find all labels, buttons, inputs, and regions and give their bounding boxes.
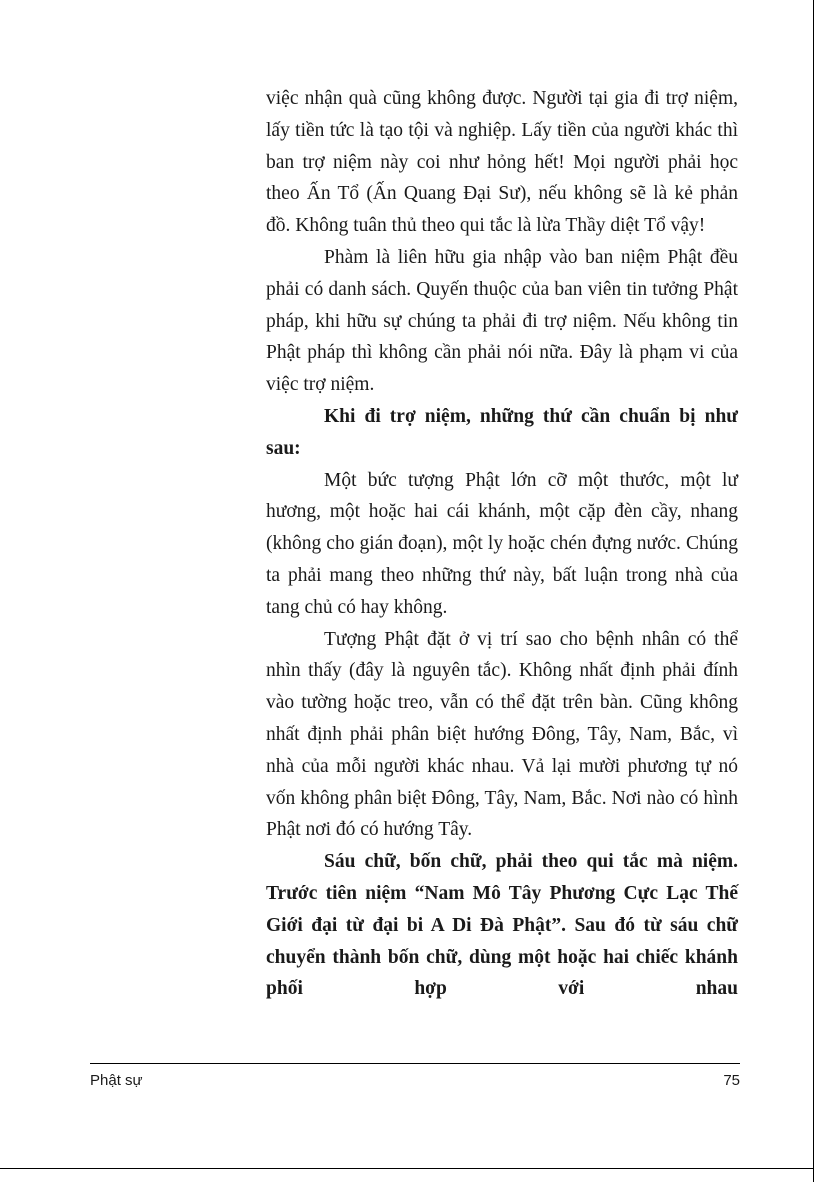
paragraph-continuation: việc nhận quà cũng không được. Người tại gia đi trợ niệm, lấy tiền tức là tạo tội và nghiệp. Lấy tiền của người khác thì ban trợ niệm này coi như hỏng hết! Mọi người phải học theo Ấn Tổ (Ấn Quang Đại Sư), nếu không sẽ là kẻ phản đồ. Không tuân thủ theo qui tắc là lừa Thầy diệt Tổ vậy!	[266, 88, 738, 237]
paragraph-heading-preparation: Khi đi trợ niệm, những thứ cần chuẩn bị như sau:	[266, 405, 738, 459]
paragraph-buddha-statue: Tượng Phật đặt ở vị trí sao cho bệnh nhân có thể nhìn thấy (đây là nguyên tắc). Không nhất định phải đính vào tường hoặc treo, vẫn có thể đặt trên bàn. Cũng không nhất định phải phân biệt hướng Đông, Tây, Nam, Bắc, vì nhà của mỗi người khác nhau. Vả lại mười phương tự nó vốn không phân biệt Đông, Tây, Nam, Bắc. Nơi nào có hình Phật nơi đó có hướng Tây.	[266, 628, 738, 841]
footer-page-number: 75	[723, 1072, 740, 1089]
paragraph-chanting-rule: Sáu chữ, bốn chữ, phải theo qui tắc mà niệm. Trước tiên niệm “Nam Mô Tây Phương Cực Lạc Thế Giới đại từ đại bi A Di Đà Phật”. Sau đó từ sáu chữ chuyển thành bốn chữ, dùng một hoặc hai chiếc khánh phối hợp với nhau	[266, 851, 738, 1000]
paragraph-items-list: Một bức tượng Phật lớn cỡ một thước, một lư hương, một hoặc hai cái khánh, một cặp đèn cầy, nhang (không cho gián đoạn), một ly hoặc chén đựng nước. Chúng ta phải mang theo những thứ này, bất luận trong nhà của tang chủ có hay không.	[266, 469, 738, 618]
page-body	[266, 83, 738, 1005]
footer-divider	[90, 1063, 740, 1064]
crop-mark-horizontal	[0, 1168, 813, 1169]
footer-book-title: Phật sự	[90, 1072, 143, 1089]
crop-mark-vertical	[813, 0, 814, 1182]
paragraph-membership: Phàm là liên hữu gia nhập vào ban niệm Phật đều phải có danh sách. Quyến thuộc của ban viên tin tưởng Phật pháp, khi hữu sự chúng ta phải đi trợ niệm. Nếu không tin Phật pháp thì không cần phải nói nữa. Đây là phạm vi của việc trợ niệm.	[266, 246, 738, 396]
